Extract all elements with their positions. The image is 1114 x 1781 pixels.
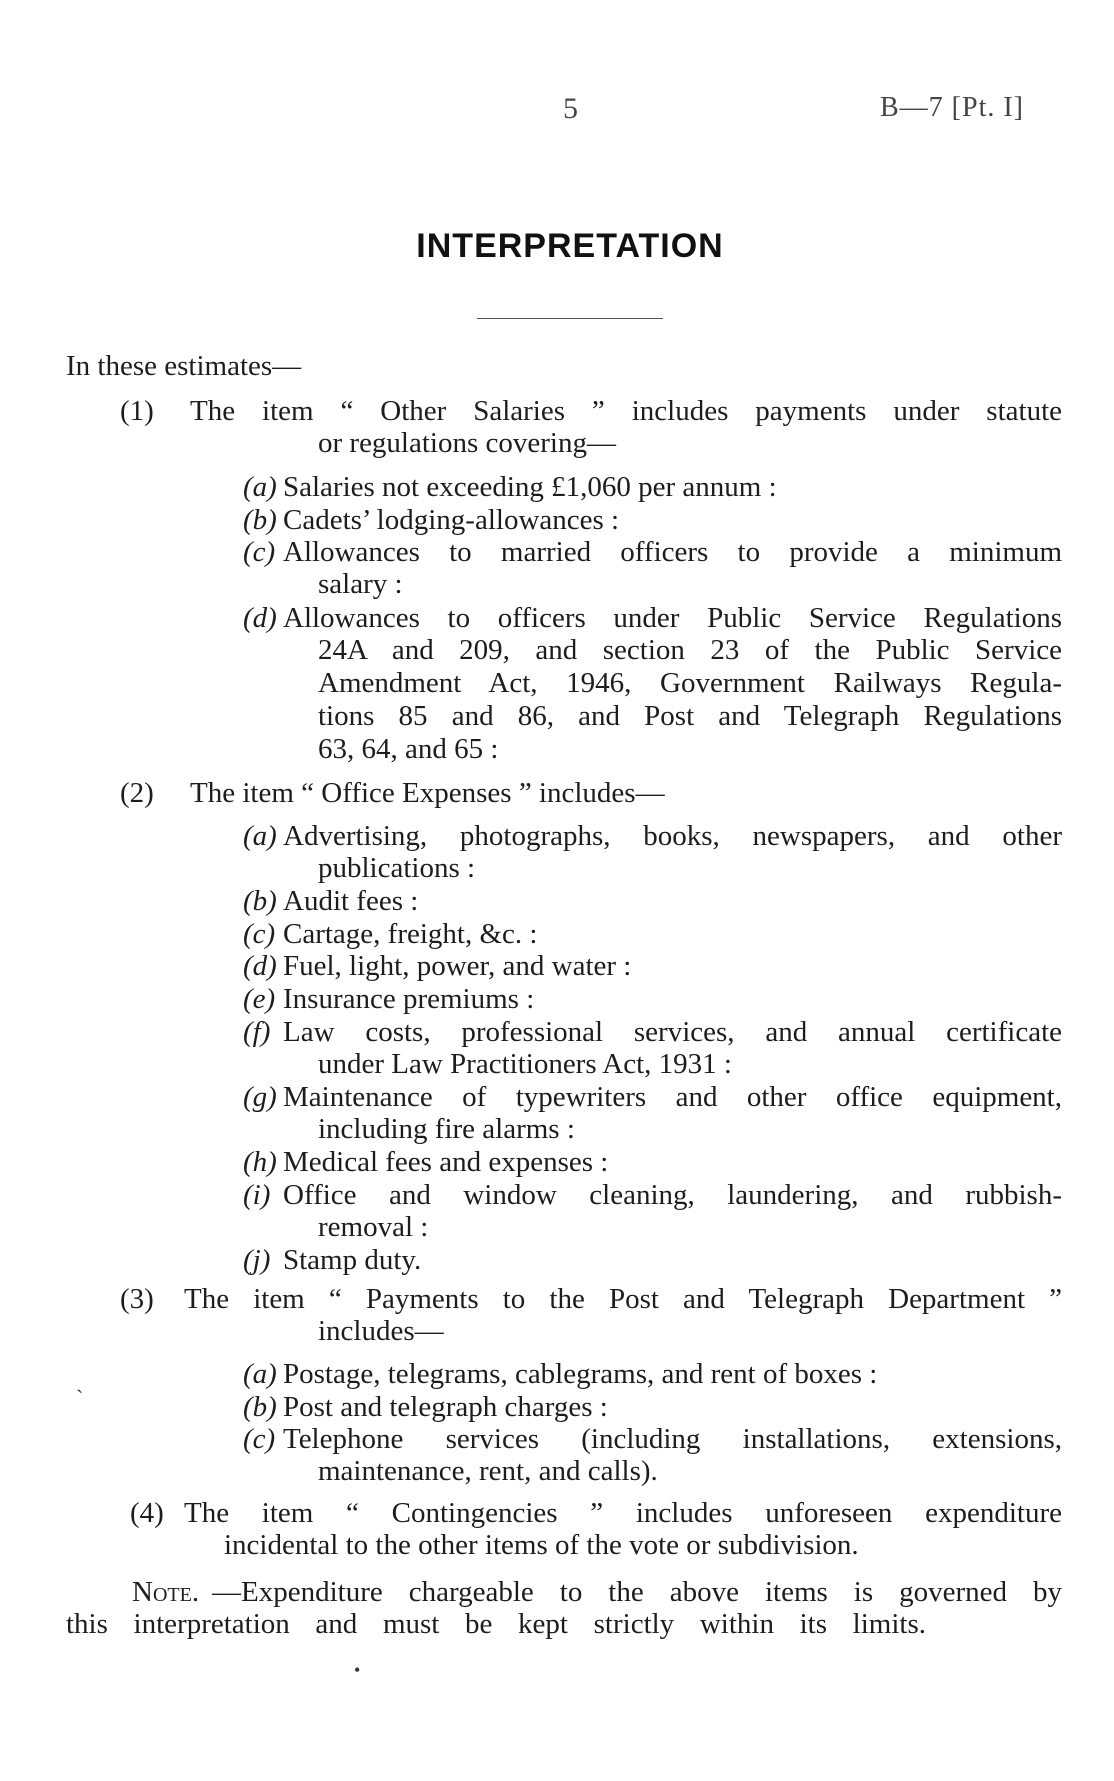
section-2-item-d: Fuel, light, power, and water : <box>283 950 632 982</box>
section-3-item-a-label: (a) <box>243 1358 277 1390</box>
section-2-item-f-line-1: Law costs, professional services, and annual certificate <box>283 1016 1062 1048</box>
section-2-item-a-label: (a) <box>243 820 277 852</box>
note-label: Note. <box>132 1576 200 1608</box>
section-1-item-a-label: (a) <box>243 471 277 503</box>
page-reference: B—7 [Pt. I] <box>880 92 1024 123</box>
section-2-label: (2) <box>120 777 154 809</box>
section-3-item-a: Postage, telegrams, cablegrams, and rent of boxes : <box>283 1358 878 1390</box>
section-2-item-d-label: (d) <box>243 950 277 982</box>
page-number: 5 <box>563 92 578 125</box>
section-2-item-i-label: (i) <box>243 1179 271 1211</box>
section-2-item-j: Stamp duty. <box>283 1244 422 1276</box>
section-2-item-g-line-2: including fire alarms : <box>318 1113 575 1145</box>
section-2-item-i-line-2: removal : <box>318 1211 429 1243</box>
section-1-item-d-line-3: Amendment Act, 1946, Government Railways Regula- <box>318 667 1062 699</box>
section-4-line-1: The item “ Contingencies ” includes unforeseen expenditure <box>184 1497 1062 1529</box>
section-2-item-c-label: (c) <box>243 918 276 950</box>
stray-mark-dot: • <box>354 1660 361 1680</box>
section-1-label: (1) <box>120 395 154 427</box>
section-2-item-b-label: (b) <box>243 885 277 917</box>
section-1-item-d-line-1: Allowances to officers under Public Service Regulations <box>283 602 1062 634</box>
section-1-item-d-line-2: 24A and 209, and section 23 of the Public Service <box>318 634 1062 666</box>
section-2-item-h: Medical fees and expenses : <box>283 1146 609 1178</box>
section-1-item-a: Salaries not exceeding £1,060 per annum : <box>283 471 777 503</box>
section-3-item-c-line-2: maintenance, rent, and calls). <box>318 1455 658 1487</box>
section-1-item-d-line-5: 63, 64, and 65 : <box>318 733 499 765</box>
note-line-1: —Expenditure chargeable to the above items is governed by <box>212 1576 1062 1608</box>
section-2-item-a-line-1: Advertising, photographs, books, newspapers, and other <box>283 820 1062 852</box>
section-3-item-c-line-1: Telephone services (including installations, extensions, <box>283 1423 1062 1455</box>
section-2-item-j-label: (j) <box>243 1244 271 1276</box>
section-3-item-c-label: (c) <box>243 1423 276 1455</box>
section-1-item-c-line-1: Allowances to married officers to provide a minimum <box>283 536 1062 568</box>
section-2-item-f-label: (f) <box>243 1016 271 1048</box>
section-3-item-b-label: (b) <box>243 1391 277 1423</box>
page-title: INTERPRETATION <box>416 227 724 265</box>
section-2-item-e-label: (e) <box>243 983 276 1015</box>
section-1-line-2: or regulations covering— <box>318 427 616 459</box>
section-1-item-c-label: (c) <box>243 536 276 568</box>
section-1-item-c-line-2: salary : <box>318 568 403 600</box>
section-3-item-b: Post and telegraph charges : <box>283 1391 608 1423</box>
section-4-label: (4) <box>130 1497 164 1529</box>
section-3-label: (3) <box>120 1283 154 1315</box>
section-1-item-b: Cadets’ lodging-allowances : <box>283 504 620 536</box>
section-2-item-g-line-1: Maintenance of typewriters and other office equipment, <box>283 1081 1062 1113</box>
section-2-item-e: Insurance premiums : <box>283 983 535 1015</box>
section-2-item-h-label: (h) <box>243 1146 277 1178</box>
section-3-line-2: includes— <box>318 1315 444 1347</box>
note-line-2: this interpretation and must be kept strictly within its limits. <box>66 1608 926 1640</box>
intro-text: In these estimates— <box>66 350 302 382</box>
section-2-item-g-label: (g) <box>243 1081 277 1113</box>
section-1-item-d-line-4: tions 85 and 86, and Post and Telegraph Regulations <box>318 700 1062 732</box>
section-1-line-1: The item “ Other Salaries ” includes payments under statute <box>190 395 1062 427</box>
section-1-item-b-label: (b) <box>243 504 277 536</box>
section-1-item-d-label: (d) <box>243 602 277 634</box>
section-2-item-c: Cartage, freight, &c. : <box>283 918 538 950</box>
stray-mark-tick: ` <box>76 1385 84 1410</box>
title-divider <box>477 318 663 319</box>
section-2-item-f-line-2: under Law Practitioners Act, 1931 : <box>318 1048 732 1080</box>
section-2-item-b: Audit fees : <box>283 885 419 917</box>
section-2-item-a-line-2: publications : <box>318 852 476 884</box>
section-2-line-1: The item “ Office Expenses ” includes— <box>190 777 665 809</box>
section-3-line-1: The item “ Payments to the Post and Telegraph Department ” <box>184 1283 1062 1315</box>
section-2-item-i-line-1: Office and window cleaning, laundering, and rubbish- <box>283 1179 1062 1211</box>
section-4-line-2: incidental to the other items of the vote or subdivision. <box>224 1529 859 1561</box>
